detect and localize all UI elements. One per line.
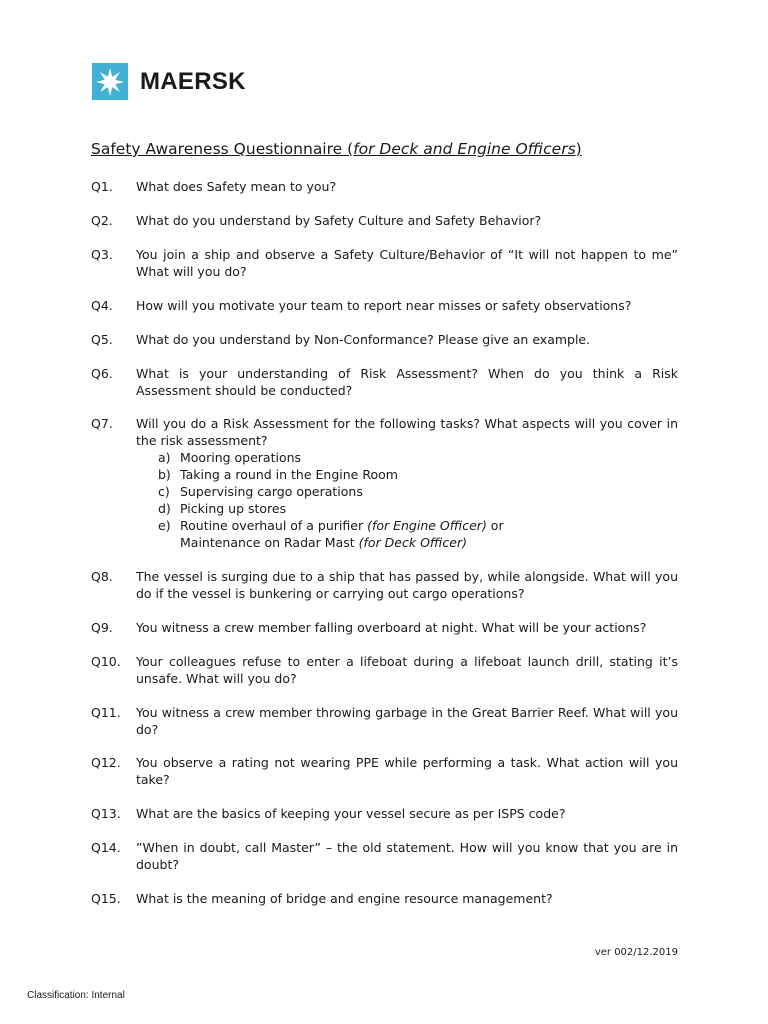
question-number: Q5. — [91, 332, 113, 347]
list-item: d) Picking up stores — [158, 501, 287, 516]
question-number: Q6. — [91, 366, 113, 381]
brand-name: MAERSK — [140, 67, 246, 95]
question-q4 — [91, 297, 678, 314]
question-text: What do you understand by Non-Conformance? Please give an example. — [136, 332, 591, 347]
question-text: What do you understand by Safety Culture and Safety Behavior? — [136, 213, 542, 228]
question-q8 — [91, 568, 678, 602]
maersk-logo — [92, 63, 246, 100]
question-text: You witness a crew member falling overboard at night. What will be your actions? — [136, 620, 647, 635]
question-q7 — [91, 415, 678, 551]
question-q11 — [91, 704, 678, 738]
question-number: Q12. — [91, 755, 121, 770]
question-number: Q8. — [91, 569, 113, 584]
question-text: What are the basics of keeping your vessel secure as per ISPS code? — [136, 806, 566, 821]
list-item: e) Routine overhaul of a purifier (for Engine Officer) or Maintenance on Radar Mast (for Deck Officer) — [158, 518, 504, 550]
question-number: Q9. — [91, 620, 113, 635]
question-number: Q14. — [91, 840, 121, 855]
question-number: Q3. — [91, 247, 113, 262]
list-item: a) Mooring operations — [158, 450, 302, 465]
question-number: Q13. — [91, 806, 121, 821]
question-q12 — [91, 754, 678, 788]
question-text: The vessel is surging due to a ship that has passed by, while alongside. What will you do if the vessel is bunkering or carrying out cargo operations? — [136, 569, 678, 601]
question-q15 — [91, 890, 678, 907]
question-q10 — [91, 653, 678, 687]
question-number: Q2. — [91, 213, 113, 228]
question-text: You observe a rating not wearing PPE while performing a task. What action will you take? — [136, 755, 678, 787]
question-text: What is the meaning of bridge and engine resource management? — [136, 891, 553, 906]
classification-label: Classification: Internal — [27, 990, 125, 1001]
list-item: b) Taking a round in the Engine Room — [158, 467, 398, 482]
question-number: Q10. — [91, 654, 121, 669]
page-title: Safety Awareness Questionnaire (for Deck and Engine Officers) — [91, 140, 582, 158]
question-text: You join a ship and observe a Safety Culture/Behavior of “It will not happen to me” What will you do? — [136, 247, 678, 279]
question-q1 — [91, 178, 678, 195]
list-item: c) Supervising cargo operations — [158, 484, 363, 499]
question-number: Q4. — [91, 298, 113, 313]
question-number: Q15. — [91, 891, 121, 906]
question-text: What is your understanding of Risk Assessment? When do you think a Risk Assessment should be conducted? — [136, 366, 678, 398]
question-q9 — [91, 619, 678, 636]
question-number: Q1. — [91, 179, 113, 194]
star-icon — [92, 63, 128, 100]
question-text: How will you motivate your team to report near misses or safety observations? — [136, 298, 632, 313]
question-text: Your colleagues refuse to enter a lifeboat during a lifeboat launch drill, stating it’s unsafe. What will you do? — [136, 654, 678, 686]
question-q2 — [91, 212, 678, 229]
question-text: You witness a crew member throwing garbage in the Great Barrier Reef. What will you do? — [136, 705, 678, 737]
question-text: ”When in doubt, call Master” – the old statement. How will you know that you are in doubt? — [136, 840, 678, 872]
question-q13 — [91, 805, 678, 822]
question-q5 — [91, 331, 678, 348]
question-text: Will you do a Risk Assessment for the following tasks? What aspects will you cover in the risk assessment? — [136, 416, 678, 448]
question-text: What does Safety mean to you? — [136, 179, 337, 194]
question-number: Q11. — [91, 705, 121, 720]
question-q6 — [91, 365, 678, 399]
question-number: Q7. — [91, 416, 113, 431]
q7-task-list — [158, 449, 678, 551]
question-q14 — [91, 839, 678, 873]
question-q3 — [91, 246, 678, 280]
version-label: ver 002/12.2019 — [594, 947, 678, 958]
